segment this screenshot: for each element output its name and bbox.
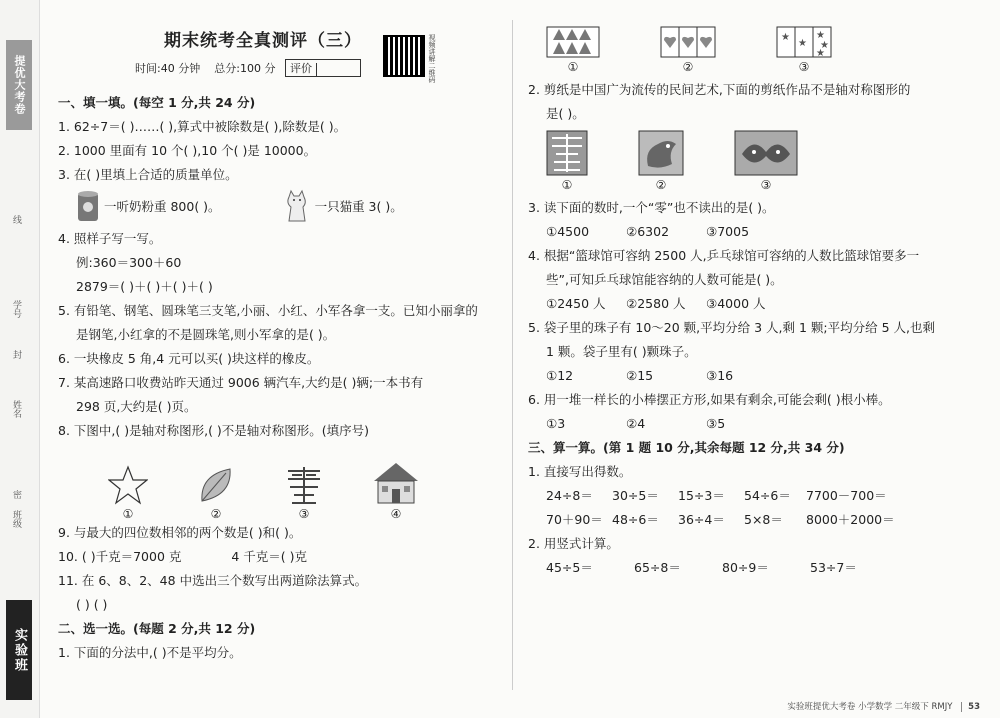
leaf-icon: [196, 465, 236, 505]
papercut-dragon-icon: [638, 130, 684, 176]
calc-item: 80÷9＝: [722, 560, 769, 575]
figure-house: [372, 461, 420, 521]
option[interactable]: ③5: [706, 416, 726, 431]
question-2: 2. 1000 里面有 10 个( ),10 个( )是 10000。: [58, 143, 317, 158]
papercut-3: [734, 130, 798, 192]
question-8: 8. 下图中,( )是轴对称图形,( )不是轴对称图形。(填序号): [58, 423, 370, 438]
choice-5-options: [528, 364, 968, 388]
brand-bottom: 实验班: [6, 600, 32, 700]
cat-icon: [281, 189, 311, 225]
question-3-items: [58, 187, 498, 227]
papercut-fish-icon: [734, 130, 798, 176]
sidebar-label: 班级: [11, 510, 21, 528]
option[interactable]: ①12: [546, 368, 574, 383]
option[interactable]: ③4000 人: [706, 296, 766, 311]
choice-1-figures: [528, 26, 968, 74]
choice-4b: 些”,可知乒乓球馆能容纳的人数可能是( )。: [546, 272, 783, 287]
calc-item: 70＋90＝: [546, 512, 603, 527]
figure-number: ③: [298, 507, 310, 521]
option[interactable]: ②2580 人: [626, 296, 686, 311]
calc-item: 8000＋2000＝: [806, 512, 895, 527]
calc-item: 53÷7＝: [810, 560, 857, 575]
question-4: 4. 照样子写一写。: [58, 231, 162, 246]
eval-label: 评价: [289, 62, 312, 75]
calc-item: 45÷5＝: [546, 560, 593, 575]
figure-leaf: [196, 465, 236, 521]
option[interactable]: ②4: [626, 416, 646, 431]
option[interactable]: ③7005: [706, 224, 750, 239]
option[interactable]: ②15: [626, 368, 654, 383]
time-limit: 时间:40 分钟: [135, 62, 201, 75]
figure-hearts: [660, 26, 716, 74]
sidebar-label: 封: [11, 350, 21, 359]
question-7b: 298 页,大约是( )页。: [76, 399, 197, 414]
choice-6: 6. 用一堆一样长的小棒摆正方形,如果有剩余,可能会剩( )根小棒。: [528, 392, 891, 407]
calc-item: 54÷6＝: [744, 488, 791, 503]
page-footer: [787, 700, 980, 712]
calc-item: 36÷4＝: [678, 512, 725, 527]
svg-text:★: ★: [816, 48, 825, 58]
choice-2a: 2. 剪纸是中国广为流传的民间艺术,下面的剪纸作品不是轴对称图形的: [528, 82, 911, 97]
question-8-figures: [58, 443, 498, 521]
svg-text:★: ★: [798, 38, 807, 49]
star-icon: [108, 465, 148, 505]
figure-number: ①: [122, 507, 134, 521]
question-10a: 10. ( )千克＝7000 克: [58, 549, 182, 564]
sidebar-label: 线: [11, 215, 21, 224]
footer-text: 实验班提优大考卷 小学数学 二年级下 RMJY: [787, 702, 953, 712]
option[interactable]: ①4500: [546, 224, 590, 239]
calc-row-2: [528, 508, 968, 532]
choice-3: 3. 读下面的数时,一个“零”也不读出的是( )。: [528, 200, 775, 215]
svg-text:★: ★: [820, 40, 829, 51]
question-7a: 7. 某高速路口收费站昨天通过 9006 辆汽车,大约是( )辆;一本书有: [58, 375, 424, 390]
sidebar-label: 学号: [11, 300, 21, 318]
choice-2-figures: [528, 130, 968, 192]
choice-1: 1. 下面的分法中,( )不是平均分。: [58, 645, 242, 660]
question-3b: 一只猫重 3( )。: [314, 199, 403, 214]
figure-triangles: [546, 26, 600, 74]
choice-5a: 5. 袋子里的珠子有 10～20 颗,平均分给 3 人,剩 1 颗;平均分给 5 人,也剩: [528, 320, 935, 335]
figure-number: ①: [567, 60, 579, 74]
papercut-1: [546, 130, 588, 192]
figure-number: ③: [760, 178, 772, 192]
question-9: 9. 与最大的四位数相邻的两个数是( )和( )。: [58, 525, 302, 540]
section-1-title: 一、填一填。(每空 1 分,共 24 分): [58, 95, 256, 110]
house-icon: [372, 461, 420, 505]
option[interactable]: ①3: [546, 416, 566, 431]
option[interactable]: ②6302: [626, 224, 670, 239]
option[interactable]: ③16: [706, 368, 734, 383]
figure-stars: [776, 26, 832, 74]
binding-sidebar: [0, 0, 40, 718]
question-3: 3. 在( )里填上合适的质量单位。: [58, 167, 238, 182]
left-column: [58, 26, 498, 665]
figure-double-happiness: [284, 465, 324, 521]
calc-row-3: [528, 556, 968, 580]
calc-2: 2. 用竖式计算。: [528, 536, 619, 551]
qr-label: 视频讲解二维码: [428, 34, 436, 83]
brand-top: 提优大考卷: [6, 40, 32, 130]
milk-powder-can-icon: [76, 190, 100, 224]
question-5b: 是钢笔,小红拿的不是圆珠笔,则小军拿的是( )。: [76, 327, 336, 342]
calc-row-1: [528, 484, 968, 508]
choice-4-options: [528, 292, 968, 316]
total-score: 总分:100 分: [214, 62, 276, 75]
eval-box[interactable]: [285, 59, 361, 77]
stars-icon: [776, 26, 832, 58]
double-happiness-icon: [284, 465, 324, 505]
figure-number: ②: [655, 178, 667, 192]
figure-number: ④: [390, 507, 402, 521]
triangles-icon: [546, 26, 600, 58]
choice-6-options: [528, 412, 968, 436]
choice-2b: 是( )。: [546, 106, 585, 121]
papercut-2: [638, 130, 684, 192]
figure-number: ②: [682, 60, 694, 74]
figure-number: ①: [561, 178, 573, 192]
calc-item: 24÷8＝: [546, 488, 593, 503]
hearts-icon: [660, 26, 716, 58]
choice-4a: 4. 根据“篮球馆可容纳 2500 人,乒乓球馆可容纳的人数比篮球馆要多一: [528, 248, 920, 263]
calc-item: 5×8＝: [744, 512, 783, 527]
page-title: 期末统考全真测评（三）: [164, 31, 362, 51]
sidebar-label: 姓名: [11, 400, 21, 418]
calc-item: 30÷5＝: [612, 488, 659, 503]
calc-item: 7700－700＝: [806, 488, 887, 503]
section-2-title: 二、选一选。(每题 2 分,共 12 分): [58, 621, 256, 636]
question-11-blank: ( ) ( ): [76, 597, 108, 612]
question-10: [58, 545, 498, 569]
svg-text:★: ★: [781, 32, 790, 43]
sidebar-label: 密: [11, 490, 21, 499]
question-4-blank: 2879＝( )＋( )＋( )＋( ): [76, 279, 213, 294]
question-11: 11. 在 6、8、2、48 中选出三个数写出两道除法算式。: [58, 573, 368, 588]
figure-number: ③: [798, 60, 810, 74]
choice-5b: 1 颗。袋子里有( )颗珠子。: [546, 344, 697, 359]
option[interactable]: ①2450 人: [546, 296, 606, 311]
figure-star: [108, 465, 148, 521]
question-3a: 一听奶粉重 800( )。: [104, 199, 221, 214]
choice-3-options: [528, 220, 968, 244]
right-column: [528, 26, 968, 580]
calc-item: 15÷3＝: [678, 488, 725, 503]
svg-text:★: ★: [816, 30, 825, 41]
exam-meta: [0, 59, 498, 77]
papercut-happiness-icon: [546, 130, 588, 176]
question-6: 6. 一块橡皮 5 角,4 元可以买( )块这样的橡皮。: [58, 351, 320, 366]
question-5a: 5. 有铅笔、钢笔、圆珠笔三支笔,小丽、小红、小军各拿一支。已知小丽拿的: [58, 303, 478, 318]
question-1: 1. 62÷7＝( )……( ),算式中被除数是( ),除数是( )。: [58, 119, 347, 134]
calc-item: 48÷6＝: [612, 512, 659, 527]
section-3-title: 三、算一算。(第 1 题 10 分,其余每题 12 分,共 34 分): [528, 440, 845, 455]
column-divider: [512, 20, 513, 690]
calc-item: 65÷8＝: [634, 560, 681, 575]
question-4-example: 例:360＝300＋60: [76, 255, 182, 270]
question-10b: 4 千克＝( )克: [231, 549, 308, 564]
page-number: 53: [961, 702, 980, 712]
figure-number: ②: [210, 507, 222, 521]
calc-1: 1. 直接写出得数。: [528, 464, 632, 479]
